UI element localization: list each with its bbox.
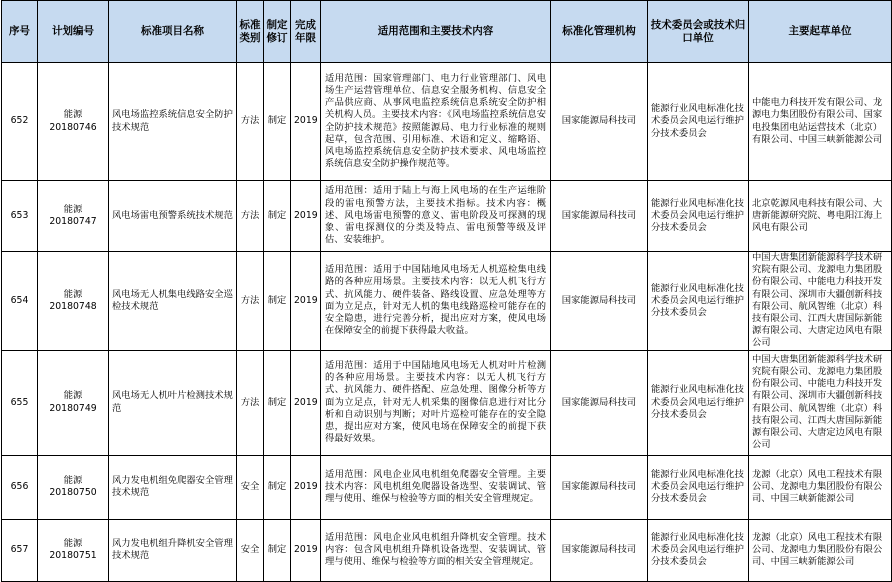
cell-category: 方法 bbox=[237, 63, 264, 181]
cell-seq: 654 bbox=[2, 252, 38, 351]
table-row bbox=[2, 252, 892, 351]
cell-year: 2019 bbox=[291, 181, 321, 252]
cell-seq: 657 bbox=[2, 519, 38, 581]
cell-project-name: 风电场无人机叶片检测技术规范 bbox=[109, 350, 237, 455]
cell-scope: 适用范围：适用于中国陆地风电场无人机对叶片检测的各种应用场景。主要技术内容：以无人机飞行方式、抗风能力、硬件搭配、应急处理、图像分析等方面为立足点，针对无人机采集的图像信息进行对比分析和自动识别与判断；对叶片巡检可能存在的安全隐患，提出应对方案，使风电场在保障安全的前提下获得最好效果。 bbox=[321, 350, 551, 455]
header-scope: 适用范围和主要技术内容 bbox=[321, 1, 551, 63]
cell-category: 安全 bbox=[237, 455, 264, 519]
cell-plan-no: 能源20180750 bbox=[38, 455, 109, 519]
cell-scope: 适用范围：国家管理部门、电力行业管理部门、风电场生产运营管理单位、信息安全服务机构、信息安全产品供应商、从事风电监控系统信息系统安全防护相关机构人员。主要技术内容：《风电场监控系统信息安全防护技术规范》按照能源局、电力行业标准的规则起草，包含范围、引用标准、术语和定义、缩略语、风电场监控系统信息安全防护技术要求、风电场监控系统信息安全防护操作规范等。 bbox=[321, 63, 551, 181]
cell-year: 2019 bbox=[291, 63, 321, 181]
cell-org: 国家能源局科技司 bbox=[551, 519, 648, 581]
cell-org: 国家能源局科技司 bbox=[551, 181, 648, 252]
header-seq: 序号 bbox=[2, 1, 38, 63]
cell-org: 国家能源局科技司 bbox=[551, 350, 648, 455]
cell-category: 方法 bbox=[237, 181, 264, 252]
cell-seq: 653 bbox=[2, 181, 38, 252]
cell-revise: 制定 bbox=[264, 63, 291, 181]
cell-project-name: 风电场雷电预警系统技术规范 bbox=[109, 181, 237, 252]
cell-committee: 能源行业风电标准化技术委员会风电运行维护分技术委员会 bbox=[648, 252, 749, 351]
cell-revise: 制定 bbox=[264, 455, 291, 519]
header-org: 标准化管理机构 bbox=[551, 1, 648, 63]
cell-year: 2019 bbox=[291, 252, 321, 351]
cell-scope: 适用范围：适用于陆上与海上风电场的在生产运维阶段的雷电预警方法，主要技术指标。技术内容：概述、风电场雷电预警的意义、雷电阶段及可探测的现象、雷电探测仪的分类及特点、雷电预警等级及评估、安装维护。 bbox=[321, 181, 551, 252]
cell-committee: 能源行业风电标准化技术委员会风电运行维护分技术委员会 bbox=[648, 519, 749, 581]
cell-category: 安全 bbox=[237, 519, 264, 581]
header-drafters: 主要起草单位 bbox=[749, 1, 892, 63]
cell-scope: 适用范围：适用于中国陆地风电场无人机巡检集电线路的各种应用场景。主要技术内容：以无人机飞行方式、抗风能力、硬件装备、路线设置、应急处理等方面为立足点，针对无人机的集电线路巡检可能存在的安全隐患，进行完善分析，提出应对方案，使风电场在保障安全的前提下获得最大收益。 bbox=[321, 252, 551, 351]
header-project-name: 标准项目名称 bbox=[109, 1, 237, 63]
cell-project-name: 风力发电机组免爬器安全管理技术规范 bbox=[109, 455, 237, 519]
table-row bbox=[2, 181, 892, 252]
cell-revise: 制定 bbox=[264, 252, 291, 351]
cell-plan-no: 能源20180749 bbox=[38, 350, 109, 455]
cell-committee: 能源行业风电标准化技术委员会风电运行维护分技术委员会 bbox=[648, 181, 749, 252]
header-category: 标准类别 bbox=[237, 1, 264, 63]
cell-project-name: 风电场监控系统信息安全防护技术规范 bbox=[109, 63, 237, 181]
cell-category: 方法 bbox=[237, 350, 264, 455]
table-row bbox=[2, 63, 892, 181]
cell-drafters: 中能电力科技开发有限公司、龙源电力集团股份有限公司、国家电投集团电站运营技术（北京）有限公司、中国三峡新能源公司 bbox=[749, 63, 892, 181]
cell-seq: 656 bbox=[2, 455, 38, 519]
cell-revise: 制定 bbox=[264, 181, 291, 252]
cell-project-name: 风力发电机组升降机安全管理技术规范 bbox=[109, 519, 237, 581]
cell-drafters: 中国大唐集团新能源科学技术研究院有限公司、龙源电力集团股份有限公司、中能电力科技开发有限公司、深圳市大疆创新科技有限公司、航风智维（北京）科技有限公司、江西大唐国际新能源有限公司、大唐定边风电有限公司 bbox=[749, 350, 892, 455]
cell-revise: 制定 bbox=[264, 519, 291, 581]
cell-year: 2019 bbox=[291, 519, 321, 581]
header-committee: 技术委员会或技术归口单位 bbox=[648, 1, 749, 63]
header-plan-no: 计划编号 bbox=[38, 1, 109, 63]
cell-drafters: 龙源（北京）风电工程技术有限公司、龙源电力集团股份有限公司、中国三峡新能源公司 bbox=[749, 455, 892, 519]
cell-committee: 能源行业风电标准化技术委员会风电运行维护分技术委员会 bbox=[648, 455, 749, 519]
cell-category: 方法 bbox=[237, 252, 264, 351]
cell-year: 2019 bbox=[291, 350, 321, 455]
cell-org: 国家能源局科技司 bbox=[551, 63, 648, 181]
table-header-row bbox=[2, 1, 892, 63]
standards-table bbox=[1, 0, 892, 582]
cell-plan-no: 能源20180746 bbox=[38, 63, 109, 181]
cell-drafters: 北京乾源风电科技有限公司、大唐新能源研究院、粤电阳江海上风电有限公司 bbox=[749, 181, 892, 252]
cell-org: 国家能源局科技司 bbox=[551, 252, 648, 351]
cell-org: 国家能源局科技司 bbox=[551, 455, 648, 519]
cell-seq: 652 bbox=[2, 63, 38, 181]
cell-committee: 能源行业风电标准化技术委员会风电运行维护分技术委员会 bbox=[648, 63, 749, 181]
table-row bbox=[2, 350, 892, 455]
header-year: 完成年限 bbox=[291, 1, 321, 63]
table-row bbox=[2, 519, 892, 581]
cell-revise: 制定 bbox=[264, 350, 291, 455]
cell-plan-no: 能源20180748 bbox=[38, 252, 109, 351]
cell-project-name: 风电场无人机集电线路安全巡检技术规范 bbox=[109, 252, 237, 351]
cell-plan-no: 能源20180747 bbox=[38, 181, 109, 252]
cell-plan-no: 能源20180751 bbox=[38, 519, 109, 581]
cell-scope: 适用范围：风电企业风电机组免爬器安全管理。主要技术内容：风电机组免爬器设备选型、安装调试、管理与使用、维保与检验等方面的相关安全管理规定。 bbox=[321, 455, 551, 519]
cell-scope: 适用范围：风电企业风电机组升降机安全管理。技术内容：包含风电机组升降机设备选型、安装调试、管理与使用、维保与检验等方面的相关安全管理规定。 bbox=[321, 519, 551, 581]
cell-seq: 655 bbox=[2, 350, 38, 455]
cell-year: 2019 bbox=[291, 455, 321, 519]
cell-drafters: 中国大唐集团新能源科学技术研究院有限公司、龙源电力集团股份有限公司、中能电力科技开发有限公司、深圳市大疆创新科技有限公司、航风智维（北京）科技有限公司、江西大唐国际新能源有限公司、大唐定边风电有限公司 bbox=[749, 252, 892, 351]
cell-committee: 能源行业风电标准化技术委员会风电运行维护分技术委员会 bbox=[648, 350, 749, 455]
cell-drafters: 龙源（北京）风电工程技术有限公司、龙源电力集团股份有限公司、中国三峡新能源公司 bbox=[749, 519, 892, 581]
table-row bbox=[2, 455, 892, 519]
header-revise: 制定修订 bbox=[264, 1, 291, 63]
